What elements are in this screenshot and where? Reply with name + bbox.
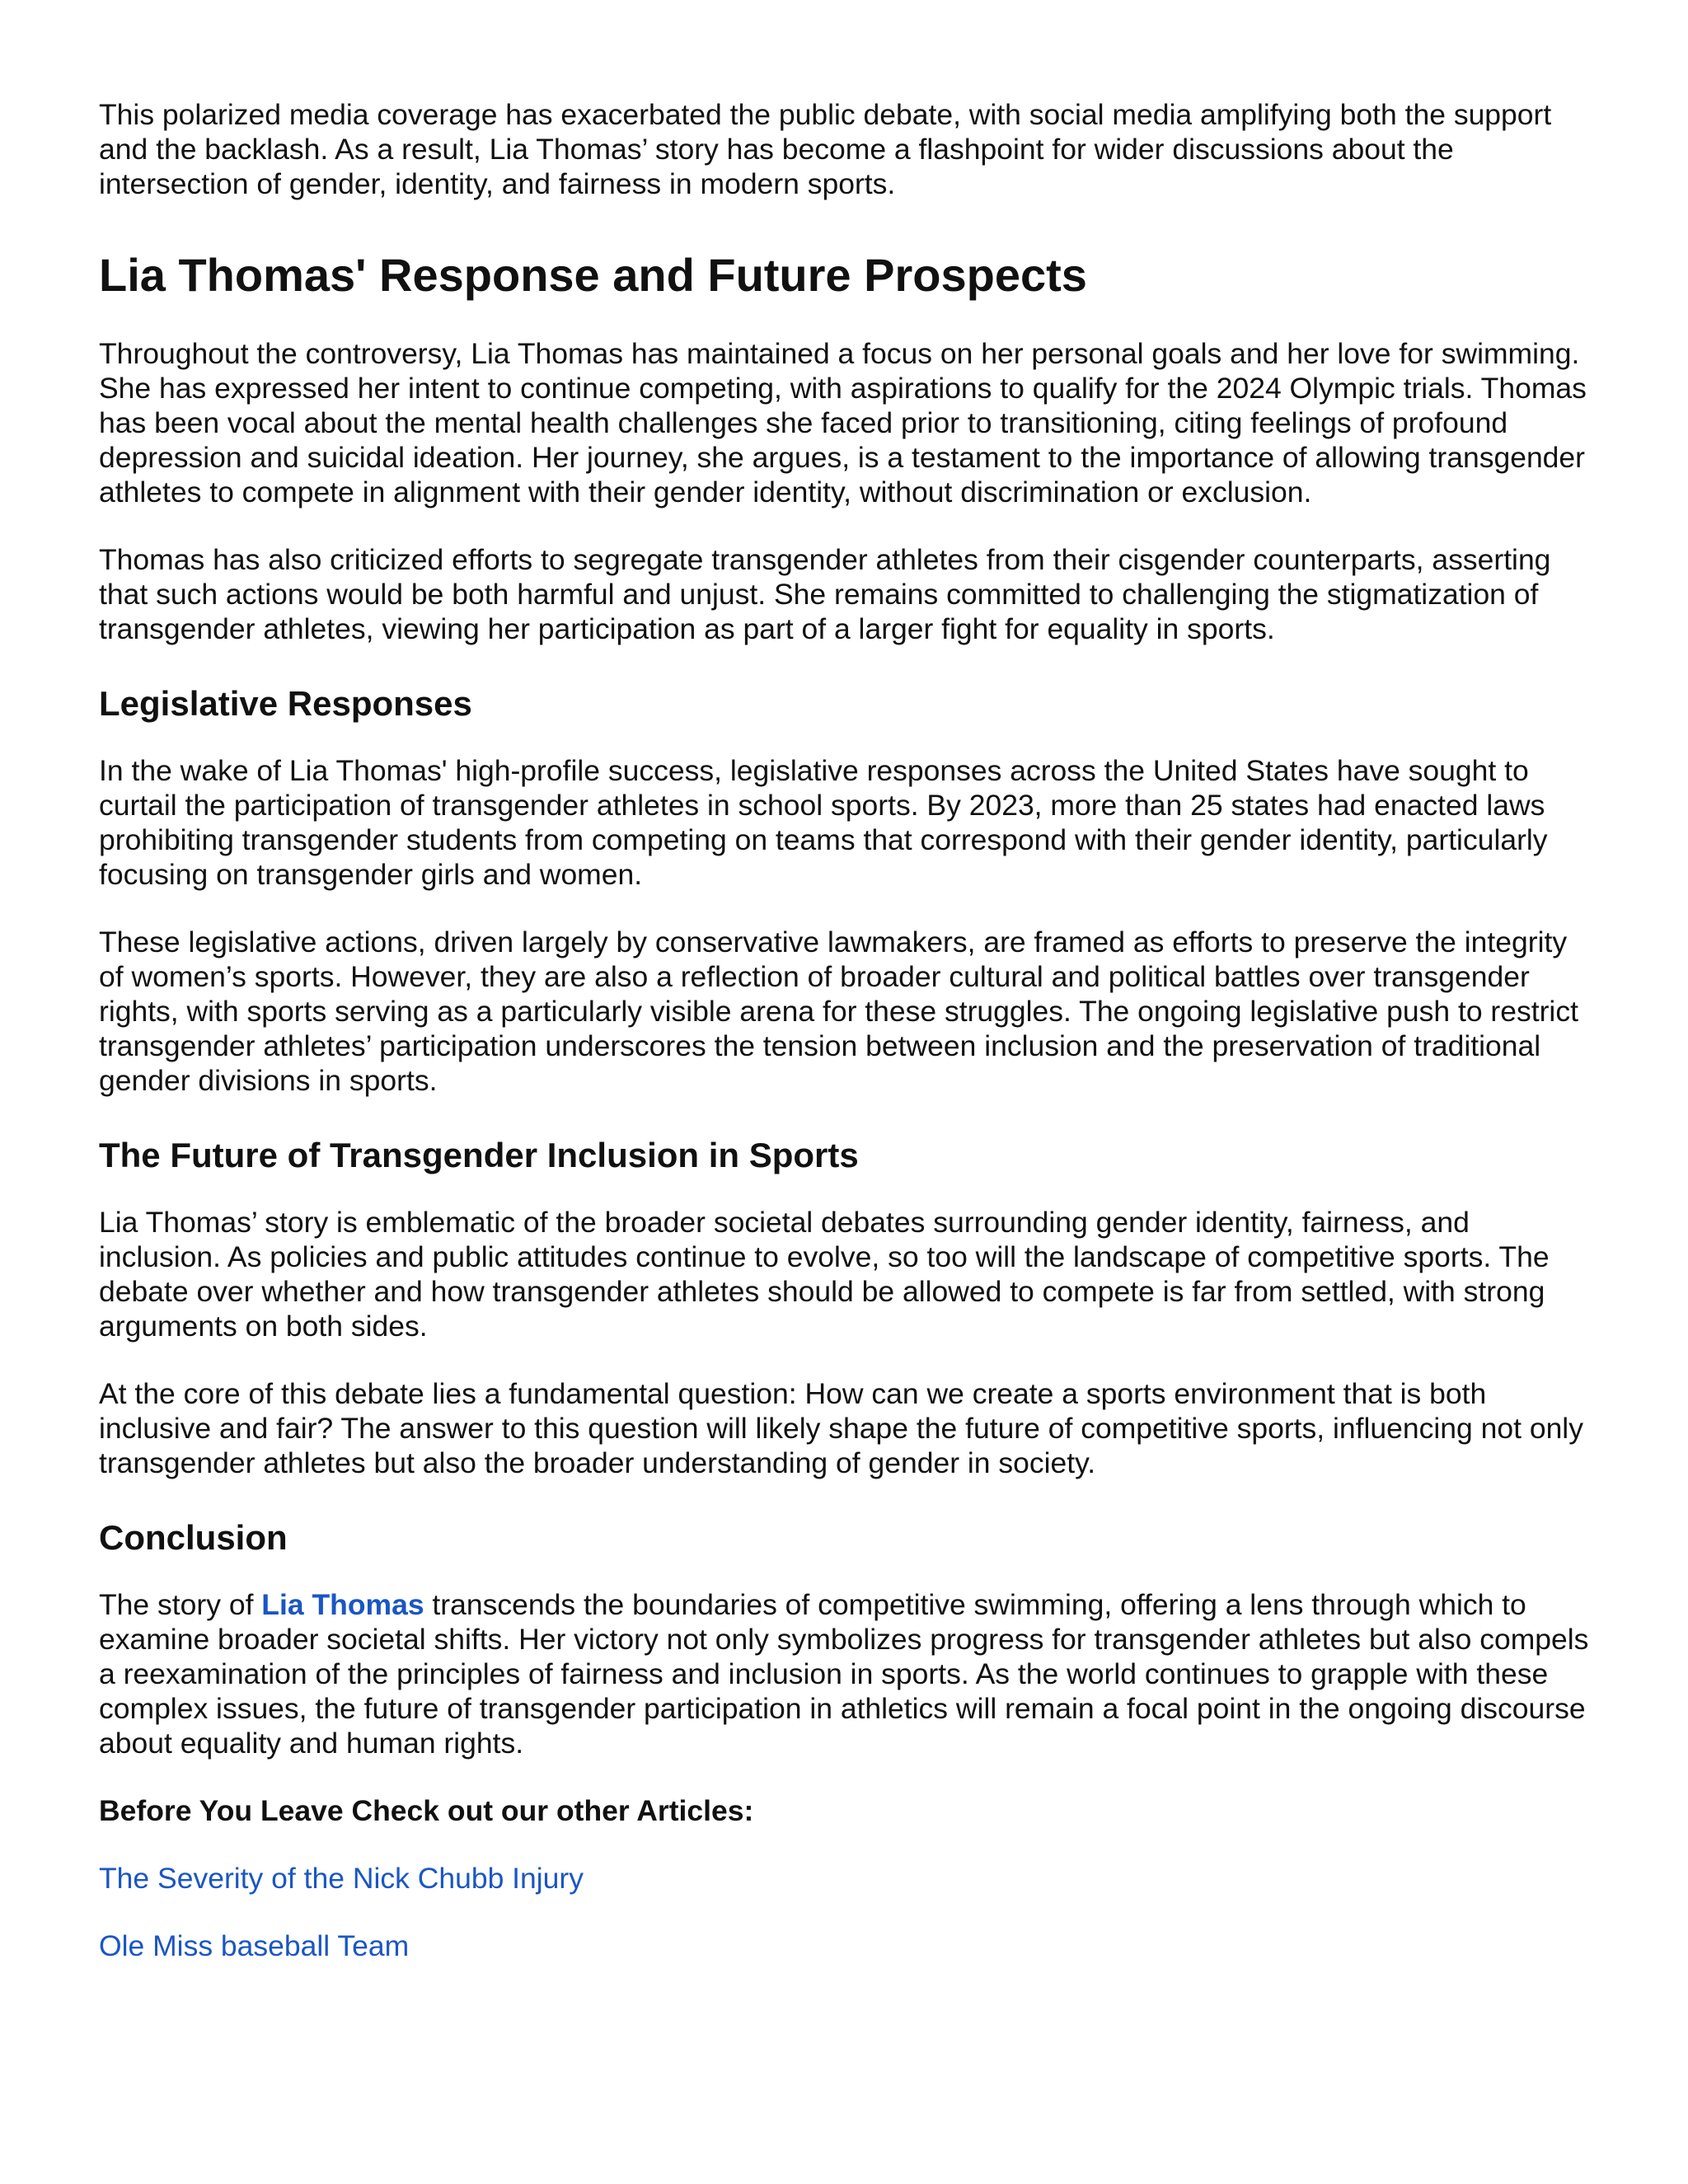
other-articles-heading: Before You Leave Check out our other Articles: — [99, 1794, 754, 1827]
future-paragraph-2: At the core of this debate lies a fundamental question: How can we create a sports environment that is both inclusive and fair? The answer to this question will likely shape the future of competitive sports, influencing not only transgender athletes but also the broader understanding of gender in society. — [99, 1377, 1583, 1479]
conclusion-text-start: The story of — [99, 1588, 262, 1621]
legislative-paragraph-2: These legislative actions, driven largely by conservative lawmakers, are framed as efforts to preserve the integrity of women’s sports. However, they are also a reflection of broader cultural and political battles over transgender rights, with sports serving as a particularly visible arena for these struggles. The ongoing legislative push to restrict transgender athletes’ participation underscores the tension between inclusion and the preservation of traditional gender divisions in sports. — [99, 926, 1578, 1097]
conclusion-text-rest: transcends the boundaries of competitive swimming, offering a lens through which to examine broader societal shifts. Her victory not only symbolizes progress for transgender athletes but also compels a reexamination of the principles of fairness and inclusion in sports. As the world continues to grapple with these complex issues, the future of transgender participation in athletics will remain a focal point in the ongoing discourse about equality and human rights. — [99, 1588, 1589, 1760]
section-heading-response: Lia Thomas' Response and Future Prospects — [99, 249, 1087, 301]
intro-paragraph: This polarized media coverage has exacerbated the public debate, with social media amplifying both the support and the backlash. As a result, Lia Thomas’ story has become a flashpoint for wider discussions about the intersection of gender, identity, and fairness in modern sports. — [99, 98, 1552, 200]
legislative-paragraph-1: In the wake of Lia Thomas' high-profile success, legislative responses across the United States have sought to curtail the participation of transgender athletes in school sports. By 2023, more than 25 states had enacted laws prohibiting transgender students from competing on teams that correspond with their gender identity, particularly focusing on transgender girls and women. — [99, 754, 1548, 891]
article-link-nick-chubb[interactable]: The Severity of the Nick Chubb Injury — [99, 1862, 584, 1895]
response-paragraph-2: Thomas has also criticized efforts to segregate transgender athletes from their cisgender counterparts, asserting that such actions would be both harmful and unjust. She remains committed to challenging the stigmatization of transgender athletes, viewing her participation as part of a larger fight for equality in sports. — [99, 543, 1551, 645]
response-paragraph-1: Throughout the controversy, Lia Thomas has maintained a focus on her personal goals and her love for swimming. She has expressed her intent to continue competing, with aspirations to qualify for the 2024 Olympic trials. Thomas has been vocal about the mental health challenges she faced prior to transitioning, citing feelings of profound depression and suicidal ideation. Her journey, she argues, is a testament to the importance of allowing transgender athletes to compete in alignment with their gender identity, without discrimination or exclusion. — [99, 337, 1587, 509]
section-heading-future: The Future of Transgender Inclusion in Sports — [99, 1136, 859, 1174]
conclusion-paragraph — [99, 1587, 1589, 1760]
lia-thomas-link[interactable]: Lia Thomas — [261, 1588, 424, 1621]
article-link-ole-miss[interactable]: Ole Miss baseball Team — [99, 1929, 410, 1962]
future-paragraph-1: Lia Thomas’ story is emblematic of the broader societal debates surrounding gender identity, fairness, and inclusion. As policies and public attitudes continue to evolve, so too will the landscape of competitive sports. The debate over whether and how transgender athletes should be allowed to compete is far from settled, with strong arguments on both sides. — [99, 1206, 1550, 1343]
section-heading-legislative: Legislative Responses — [99, 684, 472, 723]
section-heading-conclusion: Conclusion — [99, 1518, 288, 1557]
